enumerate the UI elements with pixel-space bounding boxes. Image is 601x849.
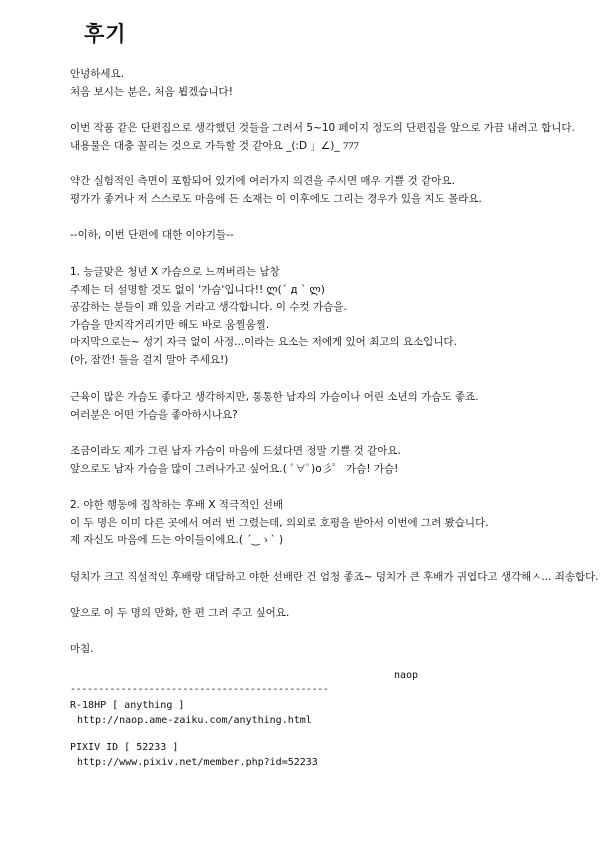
paragraph-intro [70,120,575,155]
text-line: 처음 보시는 분은, 처음 뵙겠습니다! [70,85,233,98]
text-line: 내용물은 대충 꼴리는 것으로 가득할 것 같아요 _(:D 」∠)_ ﾌﾌﾌ [70,139,359,152]
divider: ---------------------------------------------- [70,684,329,695]
text-line: 주제는 더 설명할 것도 없이 '가슴'입니다!! ლ(´ д ` ლ) [70,283,325,296]
link-label: R-18HP [ anything ] [70,700,185,711]
text-line: 조금이라도 제가 그린 남자 가슴이 마음에 드셨다면 정말 기쁠 것 같아요. [70,445,401,457]
text-line: --이하, 이번 단편에 대한 이야기들-- [70,229,234,241]
text-line: 이번 작품 같은 단편집으로 생각했던 것들을 그려서 5~10 페이지 정도의 단편집을 앞으로 가끔 내려고 합니다. [70,122,575,134]
paragraph-future [70,605,289,623]
paragraph-hope [70,443,401,478]
text-line: 안녕하세요. [70,68,125,80]
text-line: 앞으로 이 두 명의 만화, 한 편 그려 주고 싶어요. [70,607,290,619]
text-line: 1. 능글맞은 청년 X 가슴으로 느껴버리는 남창 [70,266,280,278]
text-line: 공감하는 분들이 꽤 있을 거라고 생각합니다. 이 수컷 가슴을. [70,301,347,314]
author-signature: naop [394,670,419,681]
section-heading [70,227,234,245]
link-block-pixiv [70,740,318,770]
paragraph-greeting [70,66,233,101]
text-line: 앞으로도 남자 가슴을 많이 그려나가고 싶어요.( ﾟ∀ﾟ)o彡゜ 가슴! 가슴! [70,462,399,475]
text-line: 마침. [70,643,94,655]
paragraph-feedback [70,173,482,208]
link-label: PIXIV ID [ 52233 ] [70,742,179,753]
text-line: 이 두 명은 이미 다른 곳에서 여러 번 그렸는데, 의외로 호평을 받아서 이번에 그려 봤습니다. [70,516,489,529]
text-line: 근육이 많은 가슴도 좋다고 생각하지만, 통통한 남자의 가슴이나 어린 소년의 가슴도 좋죠. [70,391,479,403]
text-line: 가슴을 만지작거리기만 해도 바로 움찔움찔. [70,318,270,331]
pixiv-url: http://www.pixiv.net/member.php?id=52233 [77,757,318,768]
paragraph-chest-preference [70,389,479,424]
paragraph-story-1 [70,264,457,370]
text-line: 마지막으로는~ 성기 자극 없이 사정...이라는 요소는 저에게 있어 최고의 요소입니다. [70,336,457,349]
homepage-url: http://naop.ame-zaiku.com/anything.html [77,715,312,726]
text-line: 2. 야한 행동에 집착하는 후배 X 적극적인 선배 [70,499,284,511]
paragraph-closing [70,641,94,659]
text-line: 덩치가 크고 직설적인 후배랑 대담하고 야한 선배란 건 엄청 좋죠~ 덩치가 큰 후배가 귀엽다고 생각해ㅅ... 죄송합다. [70,571,599,583]
paragraph-couple [70,569,599,587]
text-line: 평가가 좋거나 저 스스로도 마음에 든 소재는 이 이후에도 그리는 경우가 있을 지도 몰라요. [70,192,482,205]
text-line: 제 자신도 마음에 드는 아이들이에요.( ´‿ゝ` ) [70,534,284,547]
text-line: (아, 잠깐! 돌을 걸지 말아 주세요!) [70,353,229,366]
paragraph-story-2 [70,497,489,550]
page-title: 후기 [84,22,127,46]
text-line: 여러분은 어떤 가슴을 좋아하시나요? [70,408,238,421]
text-line: 약간 실험적인 측면이 포함되어 있기에 여러가지 의견을 주시면 매우 기쁠 것 같아요. [70,175,455,187]
link-block-homepage [70,698,312,728]
